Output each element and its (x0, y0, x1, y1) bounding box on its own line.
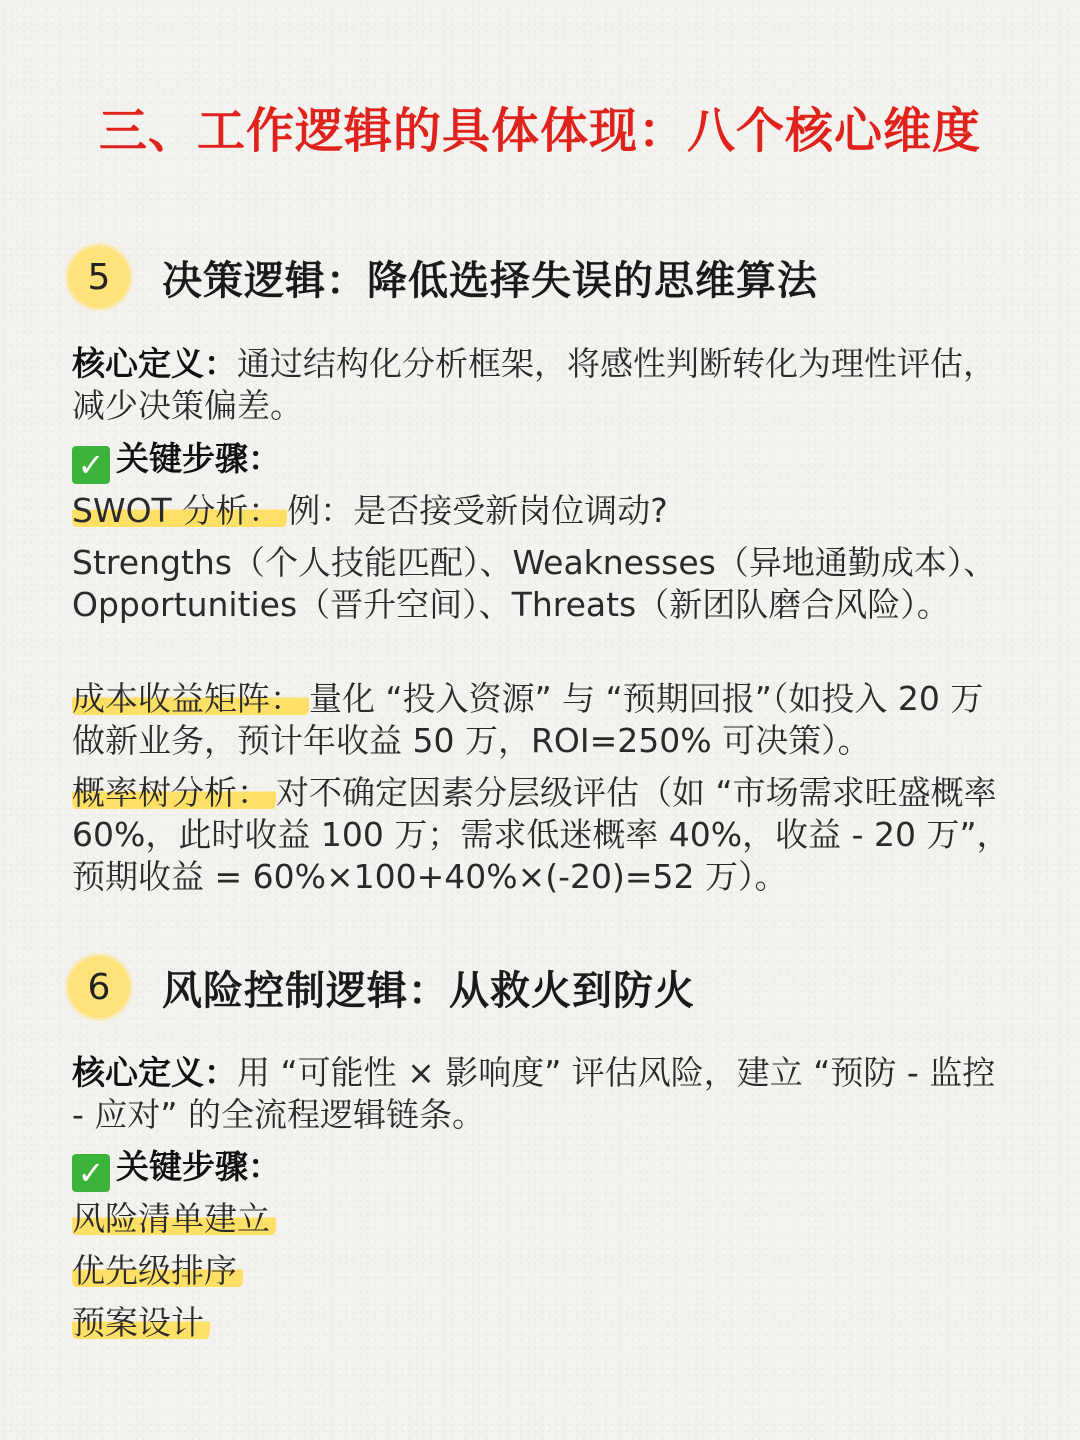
swot-line (72, 490, 1012, 532)
definition-text: 通过结构化分析框架，将感性判断转化为理性评估，减少决策偏差。 (72, 344, 996, 425)
check-mark-icon: ✓ (72, 1154, 110, 1192)
steps-heading (72, 438, 1012, 484)
step-risk-list: 风险清单建立 (72, 1199, 276, 1238)
section-number-badge: 6 (68, 956, 130, 1018)
steps-label: 关键步骤： (116, 1147, 281, 1186)
probability-tree-label: 概率树分析： (72, 773, 276, 812)
definition-paragraph (72, 343, 1012, 427)
definition-label: 核心定义： (72, 344, 237, 383)
cost-benefit-paragraph (72, 678, 1012, 762)
check-mark-icon: ✓ (72, 446, 110, 484)
section-6-header (68, 956, 695, 1018)
steps-label: 关键步骤： (116, 439, 281, 478)
section-5-header (68, 246, 818, 308)
step-item (72, 1198, 1012, 1240)
probability-tree-text: 对不确定因素分层级评估（如 “市场需求旺盛概率 60%，此时收益 100 万；需求低迷概率 40%，收益 - 20 万”，预期收益 = 60%×100+40%×(-20)=52 万）。 (72, 773, 1010, 896)
steps-heading (72, 1146, 1012, 1192)
cost-benefit-label: 成本收益矩阵： (72, 679, 309, 718)
swot-label: SWOT 分析： (72, 491, 287, 530)
swot-detail: Strengths（个人技能匹配）、Weaknesses（异地通勤成本）、Opportunities（晋升空间）、Threats（新团队磨合风险）。 (72, 543, 997, 624)
section-title: 决策逻辑：降低选择失误的思维算法 (162, 257, 818, 304)
probability-tree-paragraph (72, 772, 1012, 898)
step-item (72, 1302, 1012, 1344)
step-item (72, 1250, 1012, 1292)
definition-text: 用 “可能性 × 影响度” 评估风险，建立 “预防 - 监控 - 应对” 的全流程逻辑链条。 (72, 1053, 996, 1134)
swot-text: 例：是否接受新岗位调动? (287, 491, 668, 530)
step-priority: 优先级排序 (72, 1251, 243, 1290)
cost-benefit-text: 量化 “投入资源” 与 “预期回报”（如投入 20 万做新业务，预计年收益 50 万，ROI=250% 可决策）。 (72, 679, 984, 760)
section-number-badge: 5 (68, 246, 130, 308)
definition-paragraph (72, 1052, 1012, 1136)
step-contingency: 预案设计 (72, 1303, 210, 1342)
section-title: 风险控制逻辑：从救火到防火 (162, 967, 695, 1014)
definition-label: 核心定义： (72, 1053, 237, 1092)
page-title: 三、工作逻辑的具体体现：八个核心维度 (98, 103, 981, 159)
